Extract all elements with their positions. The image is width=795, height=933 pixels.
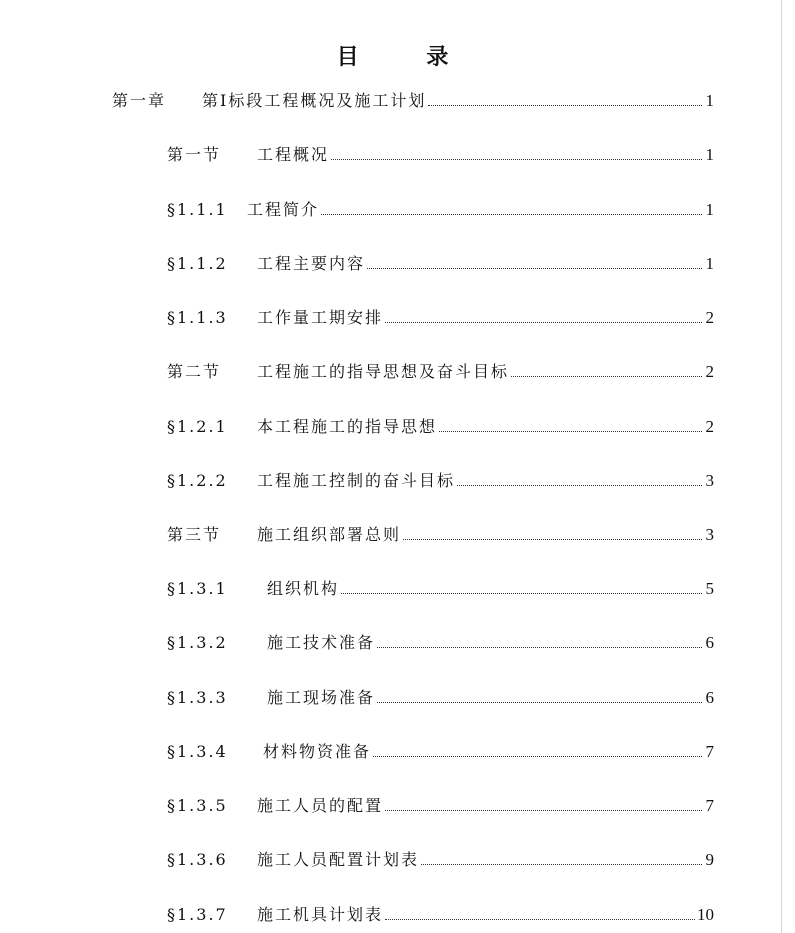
- toc-entry-text: 第Ⅰ标段工程概况及施工计划: [202, 91, 427, 110]
- toc-leader-dots: [377, 701, 702, 703]
- toc-entry-page: 1: [705, 145, 714, 164]
- toc-leader-dots: [341, 592, 702, 594]
- toc-leader-dots: [403, 538, 702, 540]
- toc-entry-page: 2: [705, 308, 714, 327]
- toc-entry-text: 工程简介: [247, 200, 320, 219]
- toc-entry-number: 第二节: [167, 362, 222, 381]
- toc-entry-page: 3: [705, 471, 714, 490]
- toc-entry-text: 工程概况: [257, 145, 330, 164]
- toc-entry[interactable]: [167, 578, 714, 600]
- toc-entry-number: §1.3.3: [167, 688, 228, 707]
- toc-leader-dots: [321, 213, 702, 215]
- toc-entry-page: 6: [705, 688, 714, 707]
- toc-entry-page: 2: [705, 362, 714, 381]
- toc-entry-number: §1.3.6: [167, 850, 228, 869]
- toc-leader-dots: [511, 375, 702, 377]
- toc-entry-page: 5: [705, 579, 714, 598]
- toc-entry-text: 施工人员配置计划表: [257, 850, 420, 869]
- toc-leader-dots: [439, 430, 702, 432]
- toc-entry-page: 2: [705, 417, 714, 436]
- toc-entry-text: 工程主要内容: [257, 254, 366, 273]
- toc-entry-number: §1.3.1: [167, 579, 228, 598]
- toc-leader-dots: [373, 755, 702, 757]
- toc-leader-dots: [367, 267, 702, 269]
- toc-entry[interactable]: [167, 253, 714, 275]
- toc-entry-page: 7: [705, 796, 714, 815]
- toc-entry-number: 第三节: [167, 525, 222, 544]
- toc-entry-text: 材料物资准备: [263, 742, 372, 761]
- toc-entry-text: 施工人员的配置: [257, 796, 384, 815]
- toc-leader-dots: [385, 321, 702, 323]
- toc-entry[interactable]: [167, 470, 714, 492]
- toc-title: 目 录: [336, 45, 479, 70]
- toc-entry-page: 1: [705, 91, 714, 110]
- toc-entry-page: 10: [697, 905, 714, 924]
- toc-entry-number: §1.1.2: [167, 254, 228, 273]
- toc-entry-text: 施工现场准备: [267, 688, 376, 707]
- toc-entry[interactable]: [167, 199, 714, 221]
- toc-entry[interactable]: [167, 687, 714, 709]
- toc-entry-text: 本工程施工的指导思想: [257, 417, 438, 436]
- toc-entry-number: §1.2.1: [167, 417, 228, 436]
- toc-leader-dots: [385, 918, 695, 920]
- toc-entry-text: 工程施工的指导思想及奋斗目标: [257, 362, 510, 381]
- toc-leader-dots: [377, 646, 702, 648]
- toc-leader-dots: [385, 809, 702, 811]
- toc-entry[interactable]: [167, 849, 714, 871]
- toc-entry[interactable]: [167, 416, 714, 438]
- toc-entry-page: 1: [705, 254, 714, 273]
- toc-entry-page: 1: [705, 200, 714, 219]
- toc-entry-text: 施工机具计划表: [257, 905, 384, 924]
- toc-entry-text: 工作量工期安排: [257, 308, 384, 327]
- toc-leader-dots: [421, 863, 702, 865]
- toc-entry-text: 工程施工控制的奋斗目标: [257, 471, 456, 490]
- toc-entry[interactable]: [167, 361, 714, 383]
- toc-entry-number: 第一节: [167, 145, 222, 164]
- toc-entry-page: 7: [705, 742, 714, 761]
- toc-entry[interactable]: [112, 90, 714, 112]
- toc-entry-text: 组织机构: [267, 579, 340, 598]
- toc-entry[interactable]: [167, 904, 714, 926]
- toc-entry[interactable]: [167, 795, 714, 817]
- toc-entry-number: §1.1.3: [167, 308, 228, 327]
- toc-entry[interactable]: [167, 524, 714, 546]
- toc-entry[interactable]: [167, 307, 714, 329]
- toc-entry-page: 6: [705, 633, 714, 652]
- toc-entry-number: 第一章: [112, 91, 167, 110]
- toc-leader-dots: [331, 158, 702, 160]
- toc-entry-number: §1.3.7: [167, 905, 228, 924]
- toc-entry-number: §1.3.2: [167, 633, 228, 652]
- toc-entry-number: §1.3.5: [167, 796, 228, 815]
- toc-entry-text: 施工组织部署总则: [257, 525, 402, 544]
- toc-entry-page: 9: [705, 850, 714, 869]
- toc-entry-text: 施工技术准备: [267, 633, 376, 652]
- toc-entry-number: §1.1.1: [167, 200, 228, 219]
- toc-entry-page: 3: [705, 525, 714, 544]
- page-edge: [781, 0, 782, 933]
- toc-entry[interactable]: [167, 144, 714, 166]
- toc-entry[interactable]: [167, 632, 714, 654]
- toc-entry-number: §1.2.2: [167, 471, 228, 490]
- toc-leader-dots: [428, 104, 702, 106]
- toc-entry-number: §1.3.4: [167, 742, 228, 761]
- toc-entry[interactable]: [167, 741, 714, 763]
- toc-leader-dots: [457, 484, 702, 486]
